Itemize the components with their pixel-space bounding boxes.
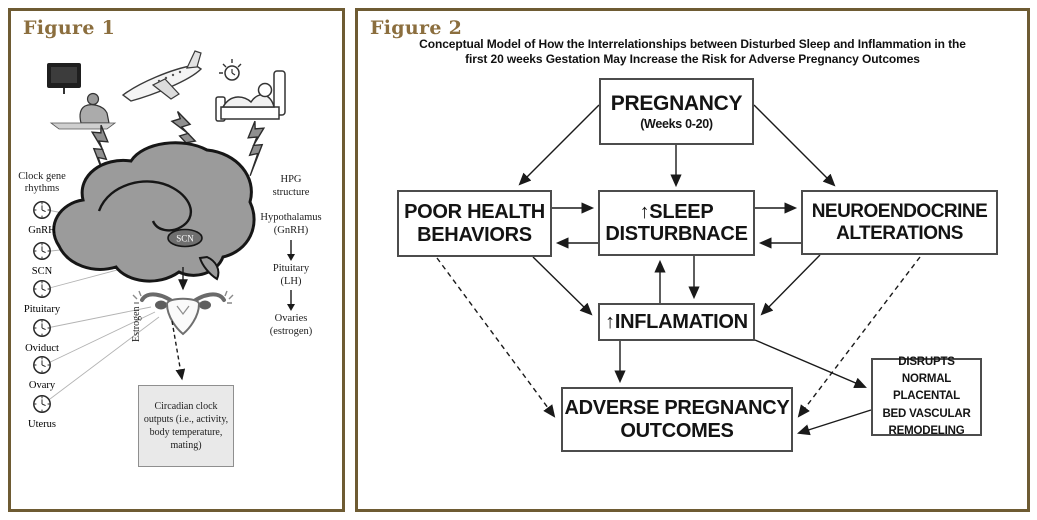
- person-in-bed-alarm-clock-icon: [216, 59, 285, 121]
- hpg-header: HPG structure: [272, 174, 310, 199]
- clock-item-label: Pituitary: [23, 304, 61, 315]
- adverse-pregnancy-outcomes-box: ADVERSE PREGNANCY OUTCOMES: [561, 387, 793, 452]
- estrogen-label: Estrogen: [131, 306, 142, 342]
- clock-icon: [32, 279, 52, 299]
- clock-item: [13, 355, 71, 392]
- clock-item-label: Ovary: [28, 380, 56, 391]
- sleep-disturbance-box: ↑SLEEP DISTURBNACE: [598, 190, 755, 256]
- poor-health-behaviors-box: POOR HEALTH BEHAVIORS: [397, 190, 552, 257]
- clock-item: [13, 318, 71, 355]
- down-arrow-icon: [248, 288, 334, 312]
- uterus-illustration: [133, 291, 233, 334]
- disrupts-placental-remodeling-box: DISRUPTS NORMAL PLACENTAL BED VASCULAR REMODELING: [871, 358, 982, 436]
- clock-item: [13, 241, 71, 278]
- figure2-panel: [355, 8, 1030, 512]
- clock-item-label: Oviduct: [25, 343, 59, 354]
- brain-illustration: [54, 143, 254, 281]
- figure1-label: Figure 1: [23, 17, 116, 39]
- clock-item: [13, 394, 71, 431]
- clock-item-label: Uterus: [28, 419, 56, 430]
- down-arrow-icon: [248, 238, 334, 262]
- pregnancy-box: PREGNANCY (Weeks 0-20): [599, 78, 754, 145]
- clock-icon: [32, 200, 52, 220]
- inflammation-box: ↑INFLAMATION: [598, 303, 755, 341]
- hpg-step-hypothalamus: Hypothalamus (GnRH): [260, 212, 322, 237]
- hpg-step-pituitary: Pituitary (LH): [272, 262, 310, 287]
- hpg-structure-column: [248, 173, 334, 338]
- clock-item-label: GnRH: [28, 225, 56, 236]
- neuroendocrine-alterations-box: NEUROENDOCRINE ALTERATIONS: [801, 190, 998, 255]
- clock-icon: [32, 394, 52, 414]
- figure2-title: Conceptual Model of How the Interrelationships between Disturbed Sleep and Inflammation in the first 20 weeks Gestation May Increase the Risk for Adverse Pregnancy Outcomes: [419, 37, 966, 66]
- hpg-step-ovaries: Ovaries (estrogen): [269, 312, 313, 337]
- clock-item: [13, 279, 71, 316]
- clock-icon: [32, 241, 52, 261]
- figure1-panel: [8, 8, 345, 512]
- clock-gene-rhythms-header: Clock gene rhythms: [18, 171, 66, 195]
- clock-item: [13, 200, 71, 237]
- airplane-icon: [123, 51, 201, 101]
- clock-icon: [32, 318, 52, 338]
- clock-item-label: SCN: [31, 266, 53, 277]
- scn-label: SCN: [176, 233, 194, 244]
- circadian-outputs-box: Circadian clock outputs (i.e., activity, body temperature, mating): [138, 385, 234, 467]
- clock-icon: [32, 355, 52, 375]
- figure2-label: Figure 2: [370, 17, 463, 39]
- person-watching-tv-icon: [47, 63, 115, 129]
